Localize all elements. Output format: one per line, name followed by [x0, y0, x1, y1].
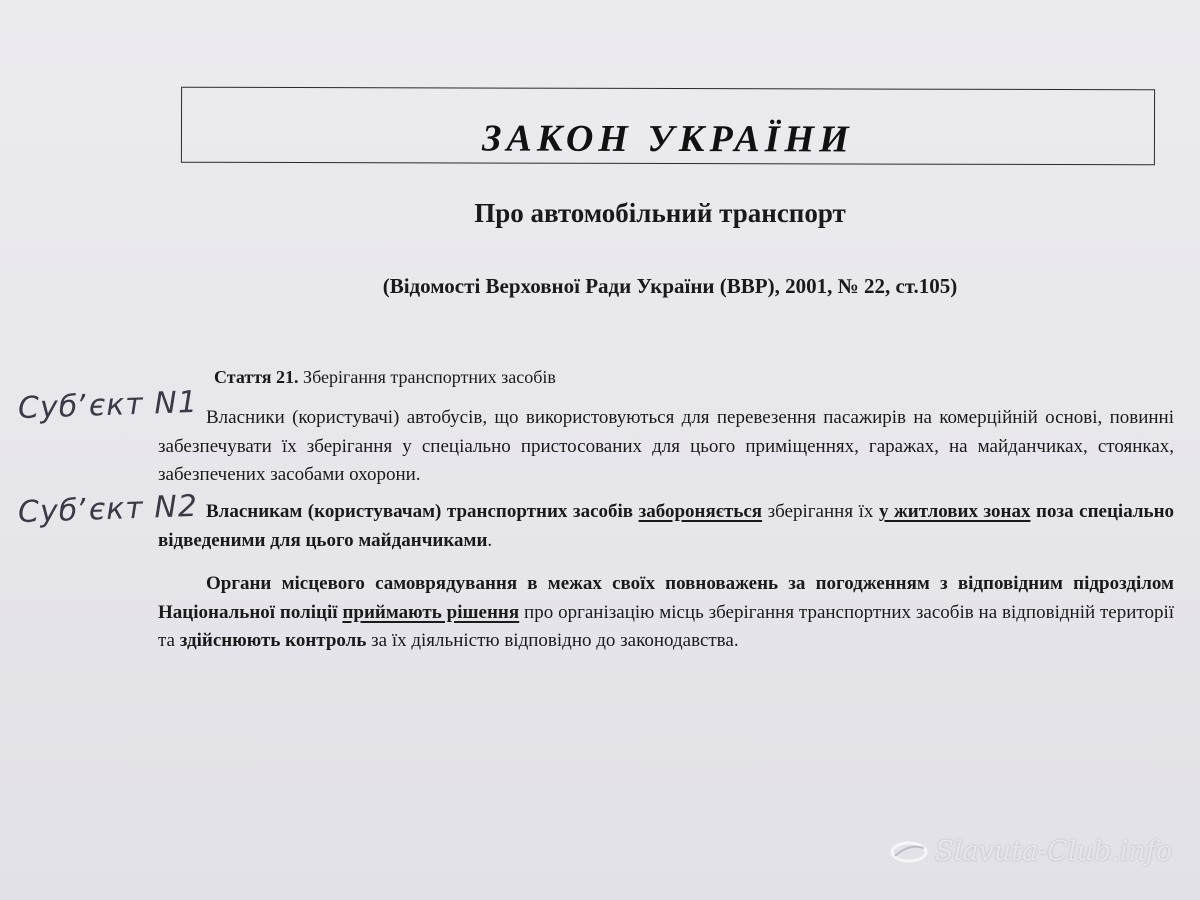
p2-text: поза спеціально відведеними для цього майданчиками: [158, 501, 1175, 551]
watermark-text: Slavuta-Club.info: [935, 836, 1172, 867]
paragraph-2: [158, 498, 1174, 555]
source-reference: (Відомості Верховної Ради України (ВВР), 2001, № 22, ст.105): [382, 274, 958, 298]
p3-text: за їх діяльністю відповідно до законодавства.: [371, 630, 739, 651]
p3-underlined-decision: приймають рішення: [342, 601, 520, 623]
title-frame: [181, 87, 1155, 166]
handwritten-note-subject-1: Субʼєкт N1: [17, 384, 199, 427]
p2-text: зберігання їх: [767, 501, 874, 522]
p2-period: .: [487, 529, 493, 551]
watermark: [889, 836, 1172, 867]
handwritten-note-subject-2: Субʼєкт N2: [17, 488, 199, 531]
document-title: ЗАКОН УКРАЇНИ: [482, 117, 854, 161]
article-heading: [214, 364, 556, 390]
swoosh-logo-icon: [889, 839, 929, 865]
article-number: Стаття 21.: [214, 367, 299, 387]
p2-underlined-prohibited: забороняється: [638, 501, 763, 522]
p2-text: Власникам (користувачам) транспортних засобів: [206, 501, 634, 522]
p2-underlined-zones: у житлових зонах: [878, 501, 1031, 522]
p3-text: про організацію місць зберігання транспортних засобів на відповідній території та: [158, 601, 1175, 651]
paragraph-3: [158, 570, 1174, 656]
document-subtitle: Про автомобільний транспорт: [474, 198, 846, 228]
p3-text: Органи місцевого самоврядування в межах своїх повноважень за погодженням з відповідним підрозділом Національної поліції: [158, 573, 1174, 623]
p3-control: здійснюють контроль: [179, 630, 367, 651]
paragraph-1: Власники (користувачі) автобусів, що використовуються для перевезення пасажирів на комерційній основі, повинні забезпечувати їх зберігання у спеціально пристосованих для цього приміщеннях, гаражах, на майданчиках, стоянках, забезпечених засобами охорони.: [158, 407, 1174, 485]
article-title: Зберігання транспортних засобів: [303, 367, 556, 387]
